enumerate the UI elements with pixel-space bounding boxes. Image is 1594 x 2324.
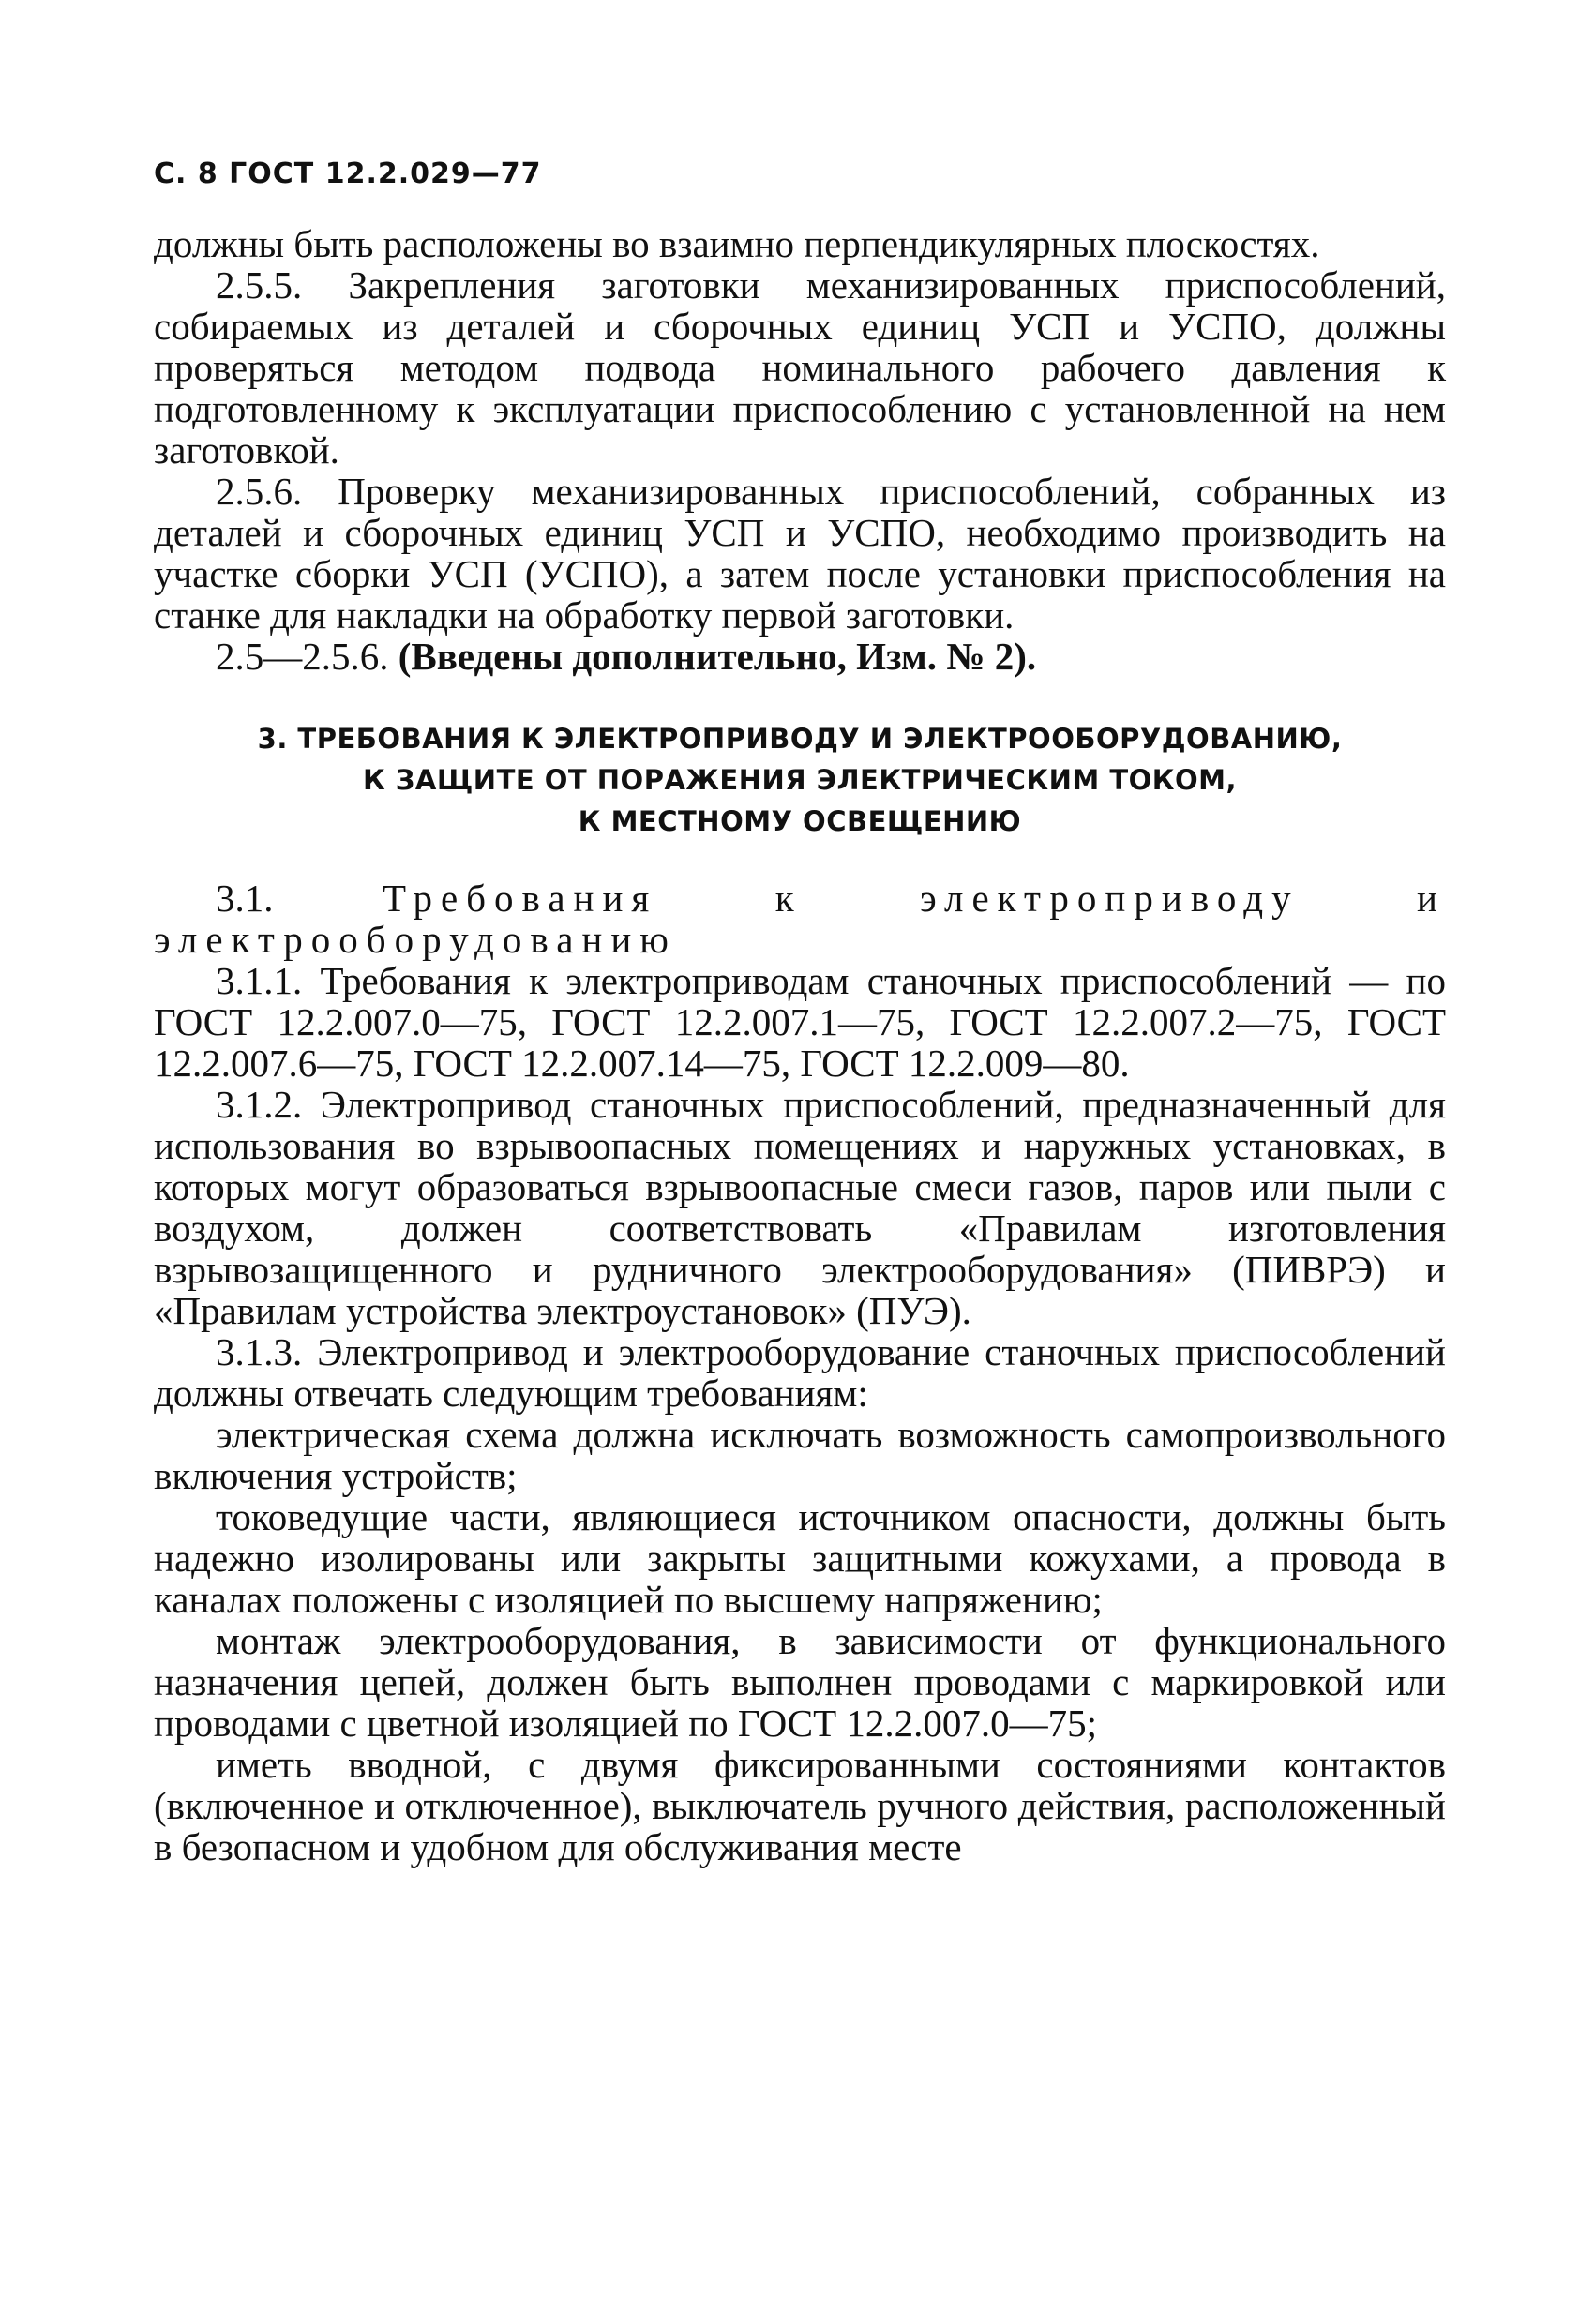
subsection-3-1-title: Требования к электроприводу и электрооборудованию <box>154 877 1446 961</box>
paragraph-3-1-3: 3.1.3. Электропривод и электрооборудование станочных приспособлений должны отвечать следующим требованиям: <box>154 1330 1446 1415</box>
document-body <box>154 223 1446 1867</box>
section-3-title-line-1: 3. ТРЕБОВАНИЯ К ЭЛЕКТРОПРИВОДУ И ЭЛЕКТРООБОРУДОВАНИЮ, <box>257 723 1343 755</box>
page-header: С. 8 ГОСТ 12.2.029—77 <box>154 157 542 190</box>
subsection-3-1-number: 3.1. <box>216 877 383 920</box>
amendment-note: (Введены дополнительно, Изм. № 2). <box>398 635 1037 678</box>
paragraph-2-5-amendment <box>154 636 1446 677</box>
paragraph-3-1-2: 3.1.2. Электропривод станочных приспособлений, предназначенный для использования во взрывоопасных помещениях и наружных установках, в которых могут образоваться взрывоопасные смеси газов, паров или пыли с воздухом, должен соответствовать «Правилам изготовления взрывозащищенного и рудничного электрооборудования» (ПИВРЭ) и «Правилам устройства электроустановок» (ПУЭ). <box>154 1083 1446 1332</box>
section-3-title-line-3: К МЕСТНОМУ ОСВЕЩЕНИЮ <box>578 805 1022 837</box>
paragraph-3-1-1: 3.1.1. Требования к электроприводам станочных приспособлений — по ГОСТ 12.2.007.0—75, ГОСТ 12.2.007.1—75, ГОСТ 12.2.007.2—75, ГОСТ 12.2.007.6—75, ГОСТ 12.2.007.14—75, ГОСТ 12.2.009—80. <box>154 959 1446 1085</box>
paragraph-3-1 <box>154 877 1446 960</box>
paragraph-2-5-6: 2.5.6. Проверку механизированных приспособлений, собранных из деталей и сборочных единиц УСП и УСПО, необходимо производить на участке сборки УСП (УСПО), а затем после установки приспособления на станке для накладки на обработку первой заготовки. <box>154 470 1446 637</box>
list-item: электрическая схема должна исключать возможность самопроизвольного включения устройств; <box>154 1413 1446 1497</box>
section-3-title-line-2: К ЗАЩИТЕ ОТ ПОРАЖЕНИЯ ЭЛЕКТРИЧЕСКИМ ТОКОМ, <box>363 764 1237 796</box>
paragraph-continuation: должны быть расположены во взаимно перпендикулярных плоскостях. <box>154 222 1320 265</box>
list-item: токоведущие части, являющиеся источником опасности, должны быть надежно изолированы или закрыты защитными кожухами, а провода в каналах положены с изоляцией по высшему напряжению; <box>154 1495 1446 1621</box>
section-3-title <box>154 718 1446 842</box>
list-item: иметь вводной, с двумя фиксированными состояниями контактов (включенное и отключенное), выключатель ручного действия, расположенный в безопасном и удобном для обслуживания месте <box>154 1743 1446 1868</box>
list-item: монтаж электрооборудования, в зависимости от функционального назначения цепей, должен быть выполнен проводами с маркировкой или проводами с цветной изоляцией по ГОСТ 12.2.007.0—75; <box>154 1619 1446 1745</box>
paragraph-2-5-5: 2.5.5. Закрепления заготовки механизированных приспособлений, собираемых из деталей и сборочных единиц УСП и УСПО, должны проверяться методом подвода номинального рабочего давления к подготовленному к эксплуатации приспособлению с установленной на нем заготовкой. <box>154 263 1446 472</box>
amendment-prefix: 2.5—2.5.6. <box>216 635 398 678</box>
